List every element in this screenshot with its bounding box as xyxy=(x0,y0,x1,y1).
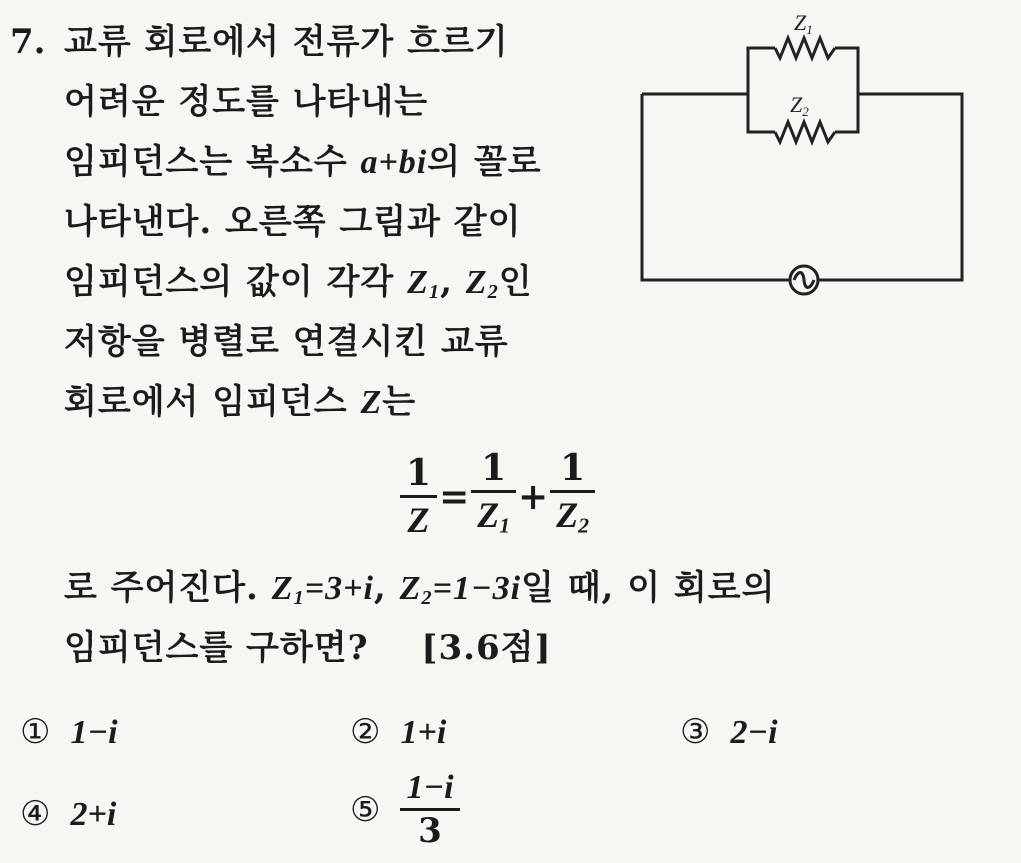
question-line-5 xyxy=(64,262,533,312)
circuit-label-z1: Z1 xyxy=(794,10,813,37)
z2-assignment: $Z_2=1-3i$ xyxy=(399,570,522,610)
circuit-wire-right xyxy=(818,48,962,280)
choice-4-text: 2+i xyxy=(70,796,117,833)
question-line-8-suffix: 일 때, 이 회로의 xyxy=(521,568,776,608)
fraction-1-over-z1: $\frac{1}{Z_1}$ xyxy=(471,446,516,547)
choice-3-mark: ③ xyxy=(680,712,711,752)
question-line-4: 나타낸다. 오른쪽 그림과 같이 xyxy=(64,202,522,242)
question-line-8-text: 로 주어진다. xyxy=(64,568,272,608)
choice-1-mark: ① xyxy=(20,712,51,752)
resistor-z2-icon xyxy=(775,122,835,142)
question-line-2: 어려운 정도를 나타내는 xyxy=(64,82,429,122)
choice-4-mark: ④ xyxy=(20,794,51,834)
question-line-1: 교류 회로에서 전류가 흐르기 xyxy=(64,22,509,62)
choice-3-text: 2−i xyxy=(730,714,778,751)
question-line-3 xyxy=(64,142,542,183)
circuit-label-z2: Z2 xyxy=(790,92,809,119)
choice-4[interactable] xyxy=(20,794,116,835)
question-line-9-text: 임피던스를 구하면? xyxy=(64,628,369,668)
question-line-5-suffix: 인 xyxy=(498,262,533,302)
impedance-formula xyxy=(400,446,595,547)
choice-2[interactable] xyxy=(350,712,446,753)
question-line-8: 로 주어진다. $Z_1=3+i$, $Z_2=1-3i$일 때, 이 회로의 xyxy=(64,568,776,610)
question-line-7-suffix: 는 xyxy=(382,382,417,422)
z1-assignment: $Z_1=3+i$ xyxy=(271,570,374,610)
choice-1-text: 1−i xyxy=(70,714,118,751)
choice-5[interactable] xyxy=(350,768,460,851)
z2-symbol: $Z_2$ xyxy=(465,264,499,304)
complex-form: a+bi xyxy=(360,144,428,181)
circuit-wire-branch xyxy=(748,94,775,132)
ac-wave-icon xyxy=(794,273,814,288)
circuit-wire-branch-right xyxy=(835,94,858,132)
sep: , xyxy=(440,262,466,302)
circuit-diagram xyxy=(630,0,970,300)
question-line-6: 저항을 병렬로 연결시킨 교류 xyxy=(64,322,509,362)
question-number: 7. xyxy=(10,22,46,62)
choice-2-text: 1+i xyxy=(400,714,447,751)
choice-5-mark: ⑤ xyxy=(350,789,381,830)
question-line-3-text: 임피던스는 복소수 xyxy=(64,142,361,182)
choice-5-fraction: $\frac{1-i}{3}$ xyxy=(400,768,459,851)
choice-2-mark: ② xyxy=(350,712,381,752)
question-line-7-text: 회로에서 임피던스 xyxy=(64,382,361,422)
fraction-1-over-z2: $\frac{1}{Z_2}$ xyxy=(550,446,595,547)
fraction-1-over-z: $\frac{1}{Z}$ xyxy=(400,451,437,542)
equals-sign: = xyxy=(439,475,470,518)
z1-symbol: $Z_1$ xyxy=(407,264,441,304)
question-line-3-suffix: 의 꼴로 xyxy=(427,142,542,182)
resistor-z1-icon xyxy=(775,38,835,58)
question-line-7 xyxy=(64,382,416,423)
points-label: [3.6점] xyxy=(421,628,552,668)
choice-3[interactable] xyxy=(680,712,778,753)
circuit-wire-left xyxy=(642,94,790,280)
question-line-5-text: 임피던스의 값이 각각 xyxy=(64,262,408,302)
question-line-9 xyxy=(64,628,552,668)
z-symbol: Z xyxy=(360,384,383,421)
plus-sign: + xyxy=(518,475,549,518)
choice-1[interactable] xyxy=(20,712,118,753)
circuit-wire xyxy=(642,48,775,94)
